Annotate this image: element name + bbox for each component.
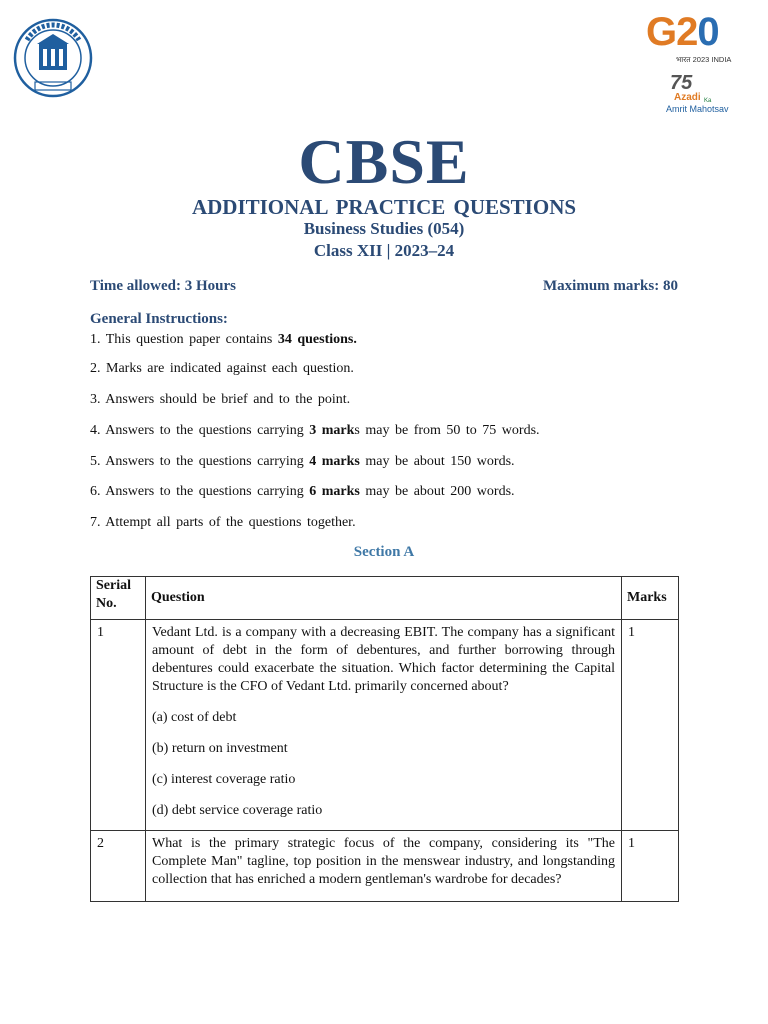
header-serial: Serial No. — [91, 577, 146, 620]
serial-number: 1 — [91, 620, 146, 831]
questions-table — [90, 576, 679, 902]
option-c: (c) interest coverage ratio — [152, 772, 296, 787]
instruction-item: 6. Answers to the questions carrying 6 marks may be about 200 words. — [90, 484, 515, 499]
question-cell — [146, 620, 622, 831]
time-allowed: Time allowed: 3 Hours — [90, 278, 236, 294]
instruction-item: 7. Attempt all parts of the questions together. — [90, 515, 356, 530]
cbse-emblem-icon — [13, 14, 93, 104]
question-cell — [146, 831, 622, 902]
instructions-heading: General Instructions: — [90, 311, 228, 327]
table-header-row — [91, 577, 679, 620]
page-title: CBSE — [298, 126, 470, 197]
marks-cell: 1 — [622, 620, 679, 831]
cbse-logo — [13, 14, 93, 104]
subject-line: Business Studies (054) — [303, 219, 465, 238]
maximum-marks: Maximum marks: 80 — [543, 278, 678, 294]
azadi-ka-amrit-mahotsav-icon: 75 Azadi Ka Amrit Mahotsav — [666, 72, 729, 114]
header-question: Question — [146, 577, 622, 620]
page-subtitle: ADDITIONAL PRACTICE QUESTIONS — [191, 195, 577, 219]
option-b: (b) return on investment — [152, 741, 288, 756]
table-row — [91, 831, 679, 902]
instruction-item: 1. This question paper contains 34 questions. — [90, 332, 357, 347]
marks-cell: 1 — [622, 831, 679, 902]
section-title: Section A — [353, 544, 415, 560]
class-year-line: Class XII | 2023–24 — [313, 241, 455, 260]
instruction-item: 2. Marks are indicated against each question. — [90, 361, 354, 376]
header-marks: Marks — [622, 577, 679, 620]
instruction-item: 4. Answers to the questions carrying 3 marks may be from 50 to 75 words. — [90, 423, 540, 438]
g20-logo-icon: G20 — [646, 10, 719, 54]
g20-logo — [644, 10, 754, 120]
serial-number: 2 — [91, 831, 146, 902]
option-a: (a) cost of debt — [152, 710, 237, 725]
question-text: What is the primary strategic focus of the company, considering its "The Complete Man" tagline, top position in the menswear industry, and longstanding collection that has enriched a modern gentleman's wardrobe for decades? — [152, 836, 615, 887]
g20-subline: भारत 2023 INDIA — [676, 55, 732, 64]
option-d: (d) debt service coverage ratio — [152, 803, 323, 818]
table-row — [91, 620, 679, 831]
question-text: Vedant Ltd. is a company with a decreasing EBIT. The company has a significant amount of debt in the form of debentures, and further borrowing through debentures could exacerbate the situation. Which factor determining the Capital Structure is the CFO of Vedant Ltd. primarily concerned about? — [152, 625, 615, 694]
instruction-item: 5. Answers to the questions carrying 4 marks may be about 150 words. — [90, 454, 515, 469]
instruction-item: 3. Answers should be brief and to the point. — [90, 392, 351, 407]
